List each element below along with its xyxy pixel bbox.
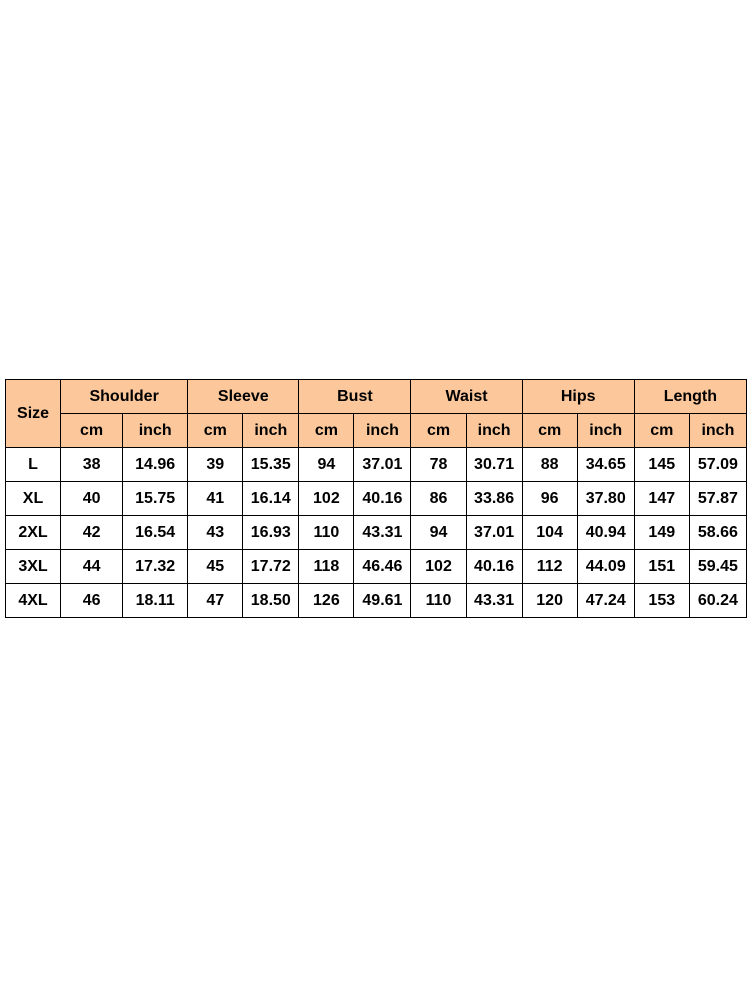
unit-header-inch: inch <box>466 414 522 448</box>
unit-header-cm: cm <box>634 414 689 448</box>
measurement-cell: 40 <box>61 482 123 516</box>
measurement-cell: 16.54 <box>123 516 188 550</box>
size-rows <box>6 448 747 618</box>
measurement-cell: 44.09 <box>577 550 634 584</box>
measurement-cell: 104 <box>522 516 577 550</box>
sleeve-header: Sleeve <box>188 380 299 414</box>
measurement-cell: 43 <box>188 516 243 550</box>
measurement-cell: 30.71 <box>466 448 522 482</box>
length-header: Length <box>634 380 746 414</box>
group-header-row <box>6 380 747 414</box>
table-row <box>6 584 747 618</box>
measurement-cell: 43.31 <box>466 584 522 618</box>
unit-header-cm: cm <box>61 414 123 448</box>
measurement-cell: 96 <box>522 482 577 516</box>
measurement-cell: 39 <box>188 448 243 482</box>
measurement-cell: 110 <box>299 516 354 550</box>
unit-header-cm: cm <box>411 414 466 448</box>
size-header: Size <box>6 380 61 448</box>
measurement-cell: 47 <box>188 584 243 618</box>
measurement-cell: 16.14 <box>243 482 299 516</box>
unit-header-inch: inch <box>689 414 746 448</box>
measurement-cell: 42 <box>61 516 123 550</box>
unit-header-inch: inch <box>577 414 634 448</box>
unit-header-row <box>6 414 747 448</box>
measurement-cell: 147 <box>634 482 689 516</box>
size-cell: 2XL <box>6 516 61 550</box>
measurement-cell: 57.09 <box>689 448 746 482</box>
size-cell: L <box>6 448 61 482</box>
measurement-cell: 40.16 <box>354 482 411 516</box>
measurement-cell: 145 <box>634 448 689 482</box>
unit-header-cm: cm <box>188 414 243 448</box>
unit-header-inch: inch <box>354 414 411 448</box>
shoulder-header: Shoulder <box>61 380 188 414</box>
measurement-cell: 45 <box>188 550 243 584</box>
unit-header-inch: inch <box>243 414 299 448</box>
measurement-cell: 149 <box>634 516 689 550</box>
hips-header: Hips <box>522 380 634 414</box>
unit-header-cm: cm <box>522 414 577 448</box>
measurement-cell: 49.61 <box>354 584 411 618</box>
size-cell: 4XL <box>6 584 61 618</box>
measurement-cell: 86 <box>411 482 466 516</box>
measurement-cell: 102 <box>411 550 466 584</box>
measurement-cell: 16.93 <box>243 516 299 550</box>
size-cell: XL <box>6 482 61 516</box>
measurement-cell: 18.50 <box>243 584 299 618</box>
waist-header: Waist <box>411 380 522 414</box>
measurement-cell: 59.45 <box>689 550 746 584</box>
measurement-cell: 18.11 <box>123 584 188 618</box>
table-row <box>6 448 747 482</box>
measurement-cell: 41 <box>188 482 243 516</box>
measurement-cell: 78 <box>411 448 466 482</box>
measurement-cell: 44 <box>61 550 123 584</box>
measurement-cell: 102 <box>299 482 354 516</box>
measurement-cell: 153 <box>634 584 689 618</box>
measurement-cell: 43.31 <box>354 516 411 550</box>
measurement-cell: 17.32 <box>123 550 188 584</box>
measurement-cell: 17.72 <box>243 550 299 584</box>
measurement-cell: 58.66 <box>689 516 746 550</box>
measurement-cell: 14.96 <box>123 448 188 482</box>
measurement-cell: 94 <box>299 448 354 482</box>
measurement-cell: 126 <box>299 584 354 618</box>
measurement-cell: 37.01 <box>466 516 522 550</box>
measurement-cell: 37.80 <box>577 482 634 516</box>
measurement-cell: 46 <box>61 584 123 618</box>
measurement-cell: 94 <box>411 516 466 550</box>
measurement-cell: 151 <box>634 550 689 584</box>
measurement-cell: 15.35 <box>243 448 299 482</box>
measurement-cell: 112 <box>522 550 577 584</box>
measurement-cell: 37.01 <box>354 448 411 482</box>
measurement-cell: 57.87 <box>689 482 746 516</box>
measurement-cell: 47.24 <box>577 584 634 618</box>
measurement-cell: 40.16 <box>466 550 522 584</box>
measurement-cell: 33.86 <box>466 482 522 516</box>
unit-header-cm: cm <box>299 414 354 448</box>
measurement-cell: 120 <box>522 584 577 618</box>
measurement-cell: 15.75 <box>123 482 188 516</box>
measurement-cell: 38 <box>61 448 123 482</box>
measurement-cell: 118 <box>299 550 354 584</box>
unit-header-inch: inch <box>123 414 188 448</box>
table-row <box>6 516 747 550</box>
table-row <box>6 550 747 584</box>
measurement-cell: 40.94 <box>577 516 634 550</box>
measurement-cell: 60.24 <box>689 584 746 618</box>
bust-header: Bust <box>299 380 411 414</box>
measurement-cell: 34.65 <box>577 448 634 482</box>
measurement-cell: 110 <box>411 584 466 618</box>
size-cell: 3XL <box>6 550 61 584</box>
measurement-cell: 88 <box>522 448 577 482</box>
table-row <box>6 482 747 516</box>
size-chart-table <box>5 379 747 618</box>
measurement-cell: 46.46 <box>354 550 411 584</box>
